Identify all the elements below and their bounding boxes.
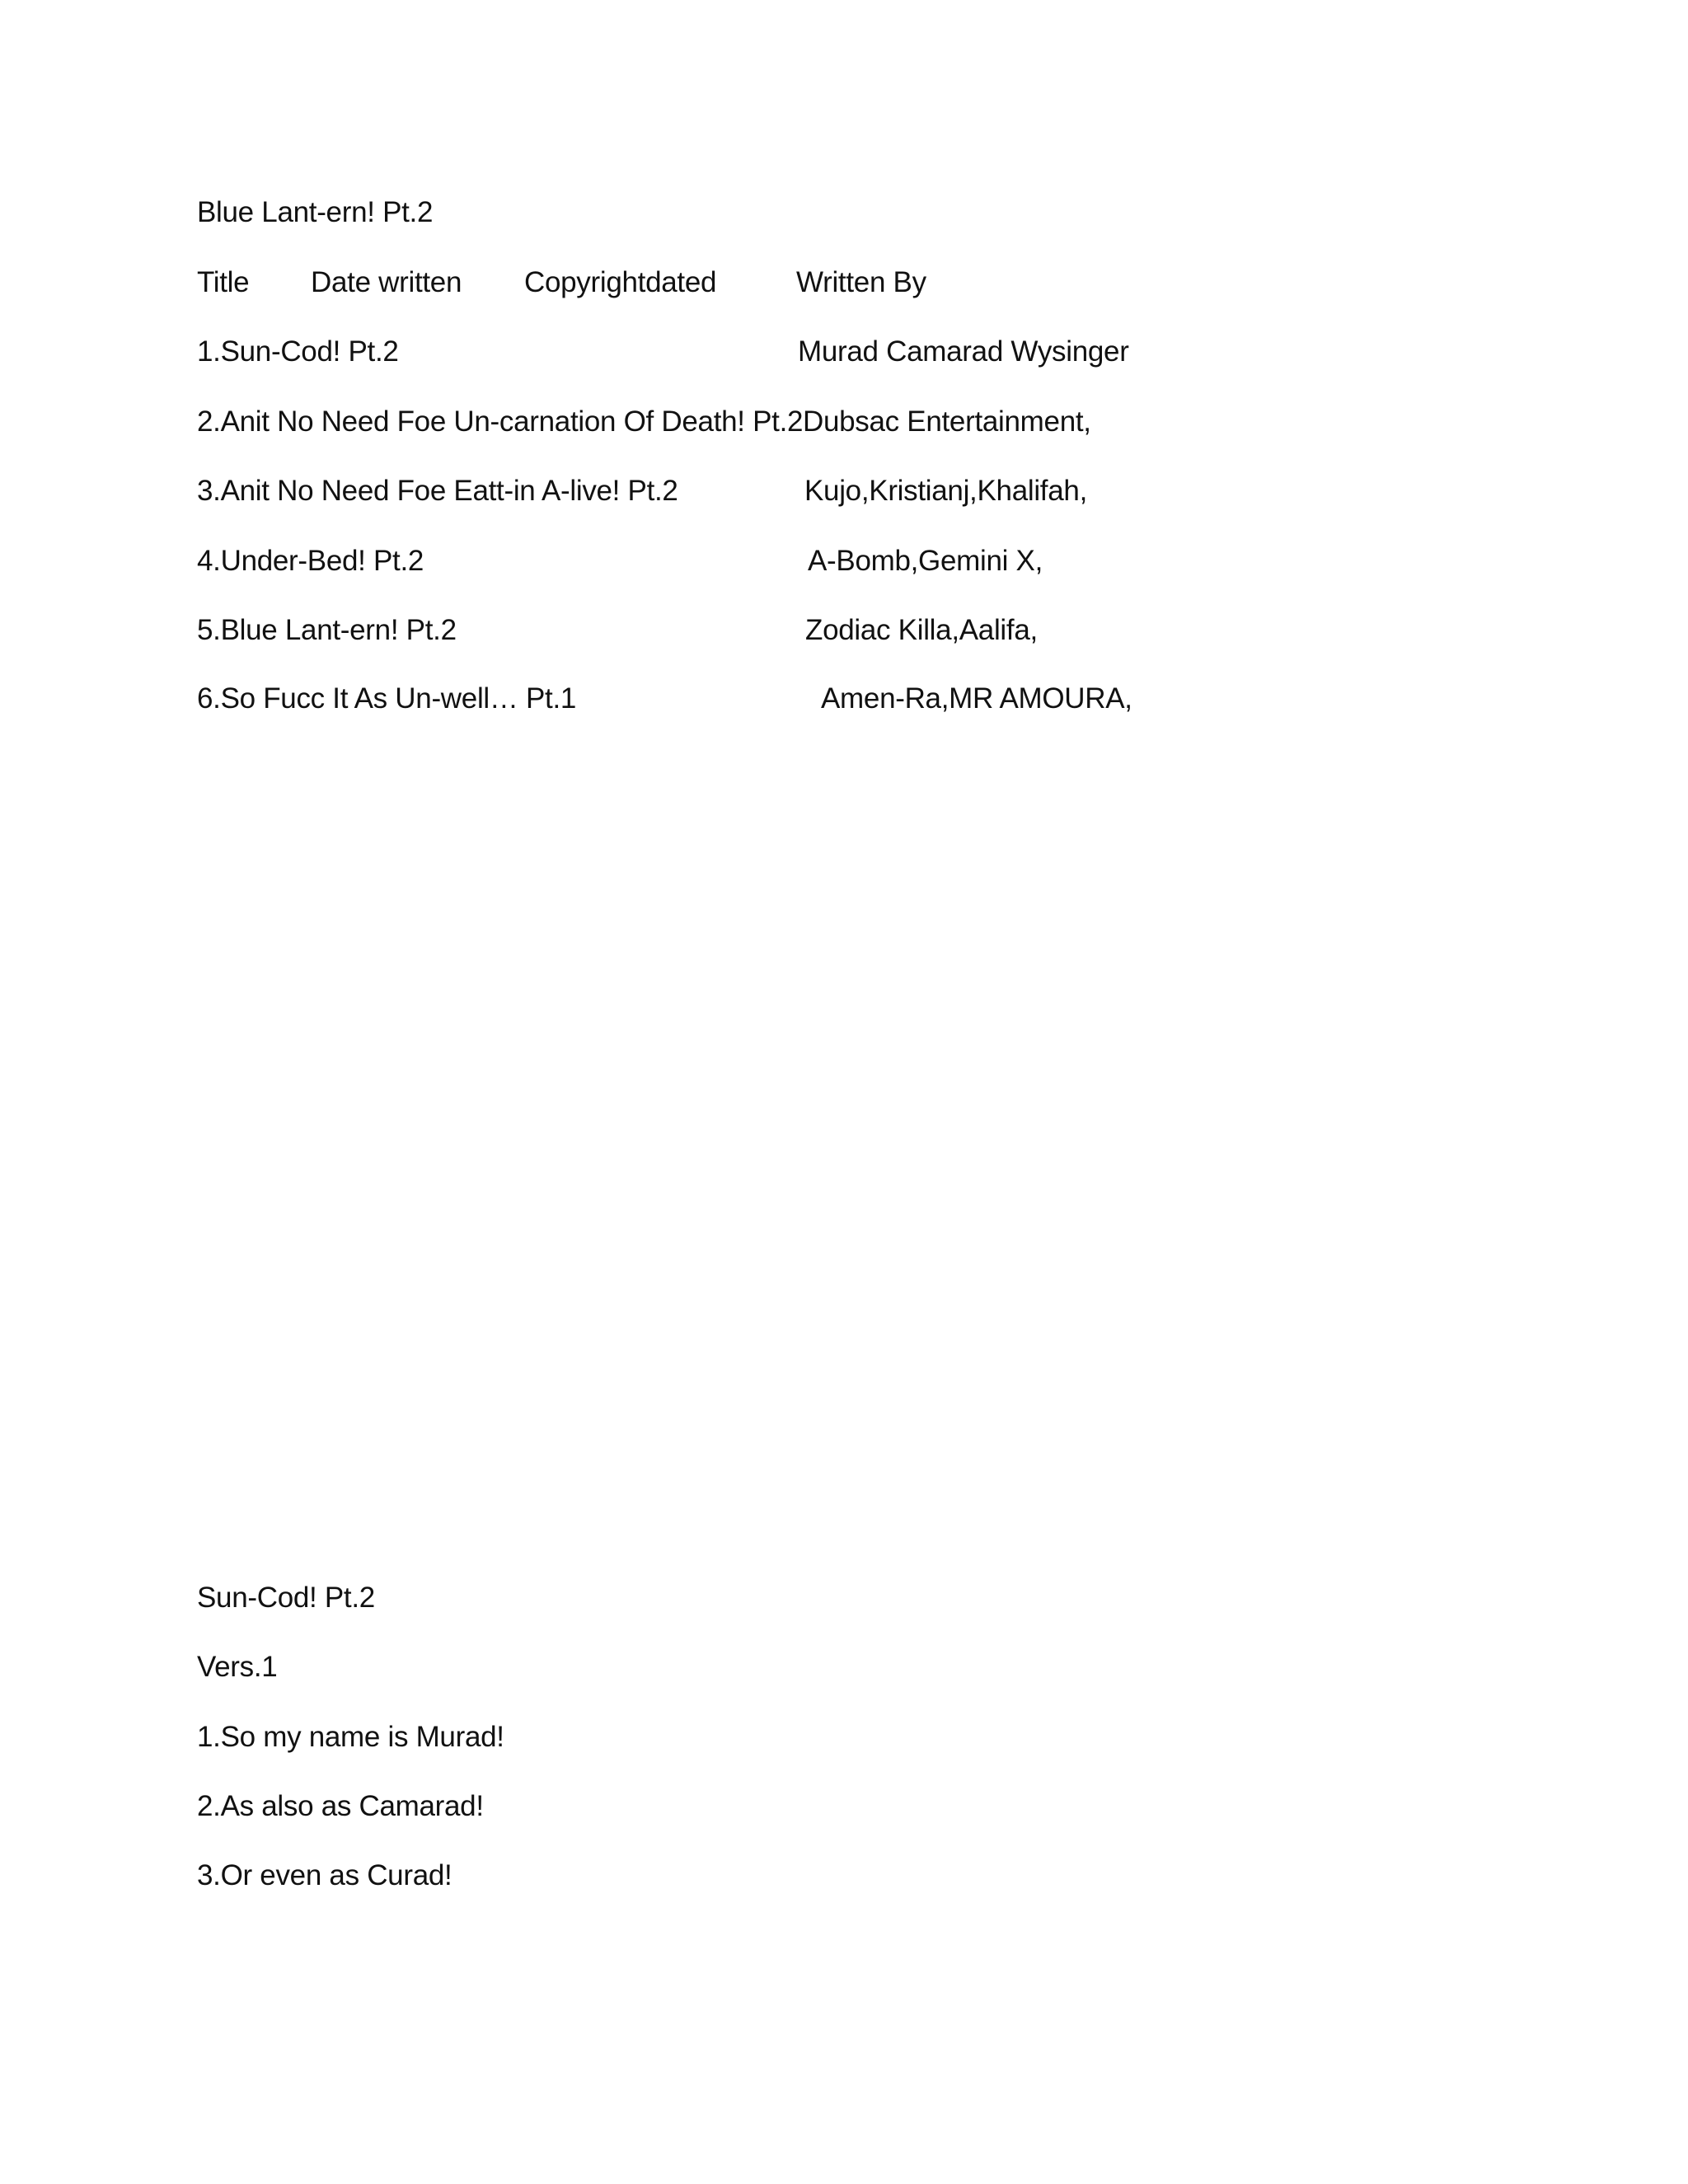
track-title: 6.So Fucc It As Un-well… Pt.1: [197, 682, 577, 715]
album-heading: Blue Lant-ern! Pt.2: [197, 196, 434, 228]
track-title: 3.Anit No Need Foe Eatt-in A-live! Pt.2: [197, 475, 678, 507]
track-title: 2.Anit No Need Foe Un-carnation Of Death! Pt.2: [197, 405, 804, 438]
column-header-title: Title: [197, 266, 250, 298]
lyric-line: 1.So my name is Murad!: [197, 1721, 504, 1753]
column-header-copyrightdated: Copyrightdated: [524, 266, 717, 298]
track-writer: Murad Camarad Wysinger: [798, 335, 1129, 368]
track-writer: Kujo,Kristianj,Khalifah,: [804, 475, 1087, 507]
verse-label: Vers.1: [197, 1651, 278, 1683]
track-title: 5.Blue Lant-ern! Pt.2: [197, 614, 457, 646]
lyric-line: 2.As also as Camarad!: [197, 1790, 484, 1822]
track-writer: Zodiac Killa,Aalifa,: [805, 614, 1038, 646]
track-writer: Amen-Ra,MR AMOURA,: [821, 682, 1132, 715]
track-title: 1.Sun-Cod! Pt.2: [197, 335, 399, 368]
column-header-date-written: Date written: [311, 266, 462, 298]
track-title: 4.Under-Bed! Pt.2: [197, 545, 424, 577]
song-title: Sun-Cod! Pt.2: [197, 1582, 375, 1614]
track-writer: A-Bomb,Gemini X,: [808, 545, 1043, 577]
column-header-written-by: Written By: [796, 266, 926, 298]
track-writer: Dubsac Entertainment,: [803, 405, 1091, 438]
lyric-line: 3.Or even as Curad!: [197, 1859, 452, 1891]
